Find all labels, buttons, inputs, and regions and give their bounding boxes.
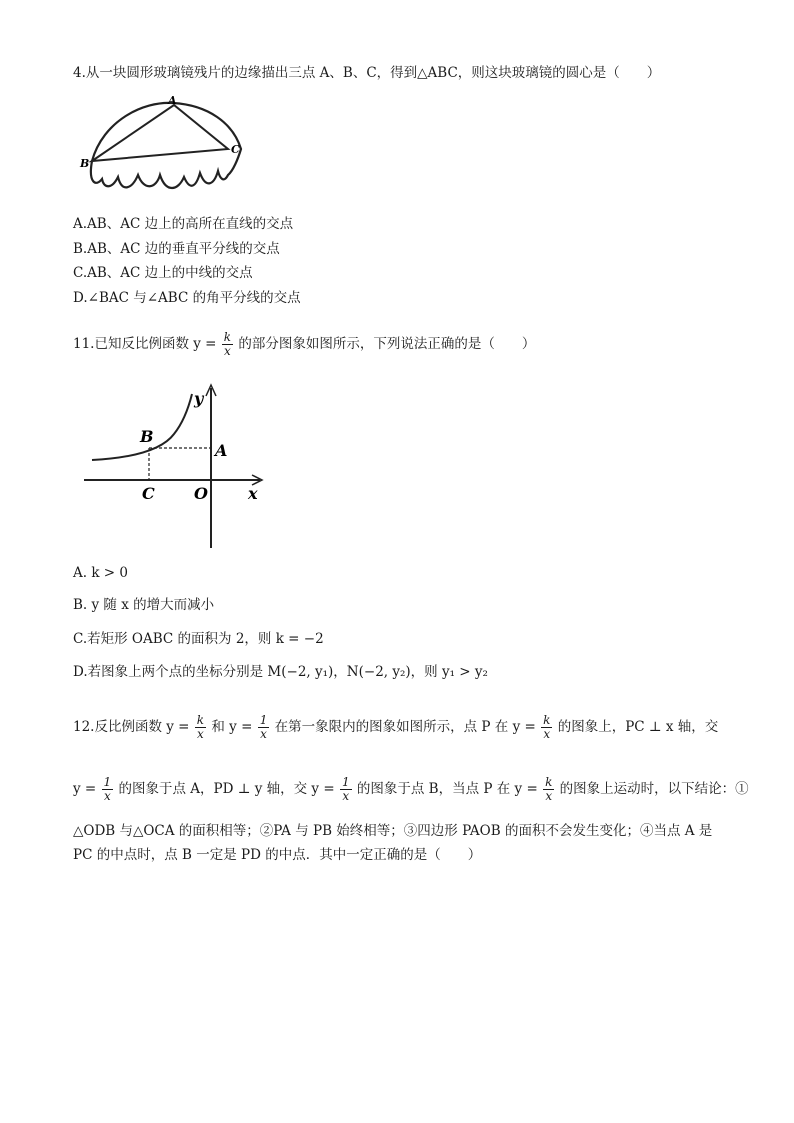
q11-option-c: C.若矩形 OABC 的面积为 2，则 k = −2 bbox=[73, 631, 324, 647]
label-c: C bbox=[231, 143, 240, 156]
q11-option-a: A. k > 0 bbox=[73, 565, 128, 581]
triangle-abc bbox=[92, 105, 228, 161]
label-b: B bbox=[80, 157, 90, 170]
label-a: A bbox=[168, 94, 177, 107]
label-y: y bbox=[194, 389, 204, 408]
q4-stem: 4.从一块圆形玻璃镜残片的边缘描出三点 A、B、C，得到△ABC，则这块玻璃镜的圆心是（ ） bbox=[73, 65, 661, 81]
q4-option-a: A.AB、AC 边上的高所在直线的交点 bbox=[73, 216, 294, 232]
q12-line-2: y = $\frac{1}{x}$ 的图象于点 A，PD ⊥ y 轴，交 y = $\frac{1}{x}$ 的图象于点 B，当点 P 在 y = $\frac{k}{x}$ 的图象上运动时，以下结论：① bbox=[73, 775, 749, 803]
q4-option-b: B.AB、AC 边的垂直平分线的交点 bbox=[73, 241, 280, 257]
fraction-k-over-x: $\frac{k}{x}$ bbox=[223, 330, 232, 358]
q12-line-1: 12.反比例函数 y = $\frac{k}{x}$ 和 y = $\frac{1}{x}$ 在第一象限内的图象如图所示，点 P 在 y = $\frac{k}{x}$ 的图象上，PC ⊥ x 轴，交 bbox=[73, 713, 719, 741]
q4-option-c: C.AB、AC 边上的中线的交点 bbox=[73, 265, 253, 281]
q12-line-3: △ODB 与△OCA 的面积相等；②PA 与 PB 始终相等；③四边形 PAOB 的面积不会发生变化；④当点 A 是 bbox=[73, 823, 713, 839]
label-a: A bbox=[215, 441, 228, 460]
label-c: C bbox=[142, 484, 155, 503]
q4-option-d: D.∠BAC 与∠ABC 的角平分线的交点 bbox=[73, 290, 301, 306]
q11-option-b: B. y 随 x 的增大而减小 bbox=[73, 597, 215, 613]
label-x: x bbox=[248, 484, 258, 503]
q12-line-4: PC 的中点时，点 B 一定是 PD 的中点．其中一定正确的是（ ） bbox=[73, 847, 482, 863]
label-o: O bbox=[194, 484, 208, 503]
label-b: B bbox=[140, 427, 154, 446]
q11-option-d: D.若图象上两个点的坐标分别是 M(−2, y₁)，N(−2, y₂)，则 y₁ > y₂ bbox=[73, 664, 488, 680]
q11-figure bbox=[82, 380, 272, 550]
q4-figure bbox=[78, 93, 248, 198]
q11-stem: 11.已知反比例函数 y = $\frac{k}{x}$ 的部分图象如图所示，下列说法正确的是（ ） bbox=[73, 330, 536, 358]
